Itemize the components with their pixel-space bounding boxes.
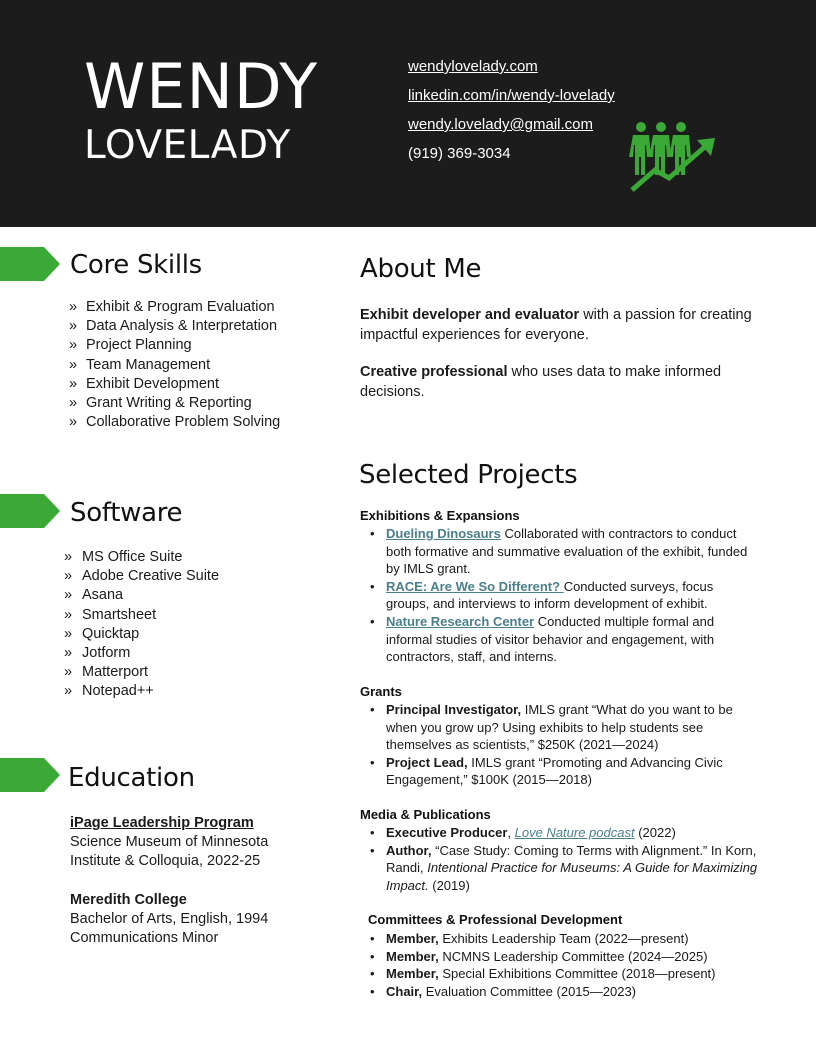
nature-research-center-link[interactable]: Nature Research Center xyxy=(386,613,535,629)
list-item: » Exhibit & Program Evaluation xyxy=(69,299,275,315)
list-item: » Team Management xyxy=(69,356,211,373)
list-item: » Project Planning xyxy=(69,337,192,354)
list-item: • Dueling Dinosaurs Collaborated with contractors to conduct both formative and summative evaluation of the exhibit, funded by IMLS grant. xyxy=(370,526,748,577)
dueling-dinosaurs-link[interactable]: Dueling Dinosaurs xyxy=(386,526,501,541)
core-skills-arrow-icon xyxy=(0,247,60,281)
education-line: Institute & Colloquia, 2022-25 xyxy=(70,853,261,869)
about-paragraph-1: Exhibit developer and evaluator with a passion for creating impactful experiences for everyone. xyxy=(360,307,752,343)
grants-heading: Grants xyxy=(360,684,402,699)
list-item: • Principal Investigator, IMLS grant “What do you want to be when you grow up? Using exhibits to help students see themselves as scientists,” $250K (2021—2024) xyxy=(370,702,733,753)
list-item: • Author, “Case Study: Coming to Terms with Alignment.” In Korn, Randi, Intentional Practice for Museums: A Guide for Maximizing Impact. (2019) xyxy=(370,842,758,893)
education-name: Meredith College xyxy=(70,892,187,908)
education-title: Education xyxy=(68,763,195,793)
education-line: Communications Minor xyxy=(70,930,219,946)
first-name: WENDY xyxy=(84,50,319,123)
education-arrow-icon xyxy=(0,758,60,792)
education-line: Science Museum of Minnesota xyxy=(70,834,269,850)
list-item: » Collaborative Problem Solving xyxy=(69,414,281,431)
love-nature-podcast-link[interactable]: Love Nature podcast xyxy=(514,825,635,840)
education-name: iPage Leadership Program xyxy=(70,815,254,831)
software-arrow-icon xyxy=(0,494,60,528)
race-exhibit-link[interactable]: RACE: Are We So Different? xyxy=(386,578,564,594)
software-list xyxy=(64,548,219,702)
list-item: » Smartsheet xyxy=(64,606,157,623)
list-item: • Member, Special Exhibitions Committee (2018—present) xyxy=(370,966,716,982)
list-item: » Asana xyxy=(64,587,124,604)
list-item: • Chair, Evaluation Committee (2015—2023) xyxy=(370,983,637,999)
email-link[interactable]: wendy.lovelady@gmail.com xyxy=(408,116,594,133)
team-growth-logo-icon xyxy=(627,120,719,196)
list-item: » Grant Writing & Reporting xyxy=(69,395,252,412)
committees-list xyxy=(368,930,760,1000)
list-item: • RACE: Are We So Different? Conducted surveys, focus groups, and interviews to inform development of exhibit. xyxy=(370,578,714,612)
about-paragraph-2: Creative professional who uses data to make informed decisions. xyxy=(360,364,722,400)
about-title: About Me xyxy=(360,254,482,284)
list-item: • Member, Exhibits Leadership Team (2022—present) xyxy=(370,931,689,946)
committees-heading: Committees & Professional Development xyxy=(368,912,623,927)
list-item: » Exhibit Development xyxy=(69,375,219,392)
list-item: » Data Analysis & Interpretation xyxy=(69,318,278,335)
list-item: • Member, NCMNS Leadership Committee (2024—2025) xyxy=(370,948,708,964)
last-name: LOVELADY xyxy=(84,123,291,168)
list-item: » Matterport xyxy=(64,664,149,681)
media-heading: Media & Publications xyxy=(360,807,491,822)
website-link[interactable]: wendylovelady.com xyxy=(408,58,538,75)
list-item: • Project Lead, IMLS grant “Promoting and Advancing Civic Engagement,” $100K (2015—2018) xyxy=(370,754,723,788)
list-item: » Notepad++ xyxy=(64,683,154,700)
education-line: Bachelor of Arts, English, 1994 xyxy=(70,911,269,927)
grants-list xyxy=(368,701,760,789)
education-entry-meredith xyxy=(70,891,268,948)
list-item: » Adobe Creative Suite xyxy=(64,568,220,585)
core-skills-list xyxy=(69,298,280,432)
education-entry-ipage xyxy=(70,814,268,871)
header-banner xyxy=(0,0,816,227)
list-item: • Nature Research Center Conducted multiple formal and informal studies of visitor behavior and engagement, with contractors, staff, and interns. xyxy=(370,613,715,665)
linkedin-link[interactable]: linkedin.com/in/wendy-lovelady xyxy=(408,87,615,104)
exhibitions-heading: Exhibitions & Expansions xyxy=(360,508,520,523)
phone-number: (919) 369-3034 xyxy=(408,145,511,162)
list-item: » Quicktap xyxy=(64,625,140,642)
list-item: » MS Office Suite xyxy=(64,549,183,565)
software-title: Software xyxy=(70,498,183,528)
list-item: » Jotform xyxy=(64,645,131,662)
projects-title: Selected Projects xyxy=(359,460,578,490)
exhibitions-list xyxy=(368,525,760,666)
core-skills-title: Core Skills xyxy=(70,250,202,280)
media-list xyxy=(368,824,760,894)
list-item: • Executive Producer, Love Nature podcast (2022) xyxy=(370,825,676,840)
